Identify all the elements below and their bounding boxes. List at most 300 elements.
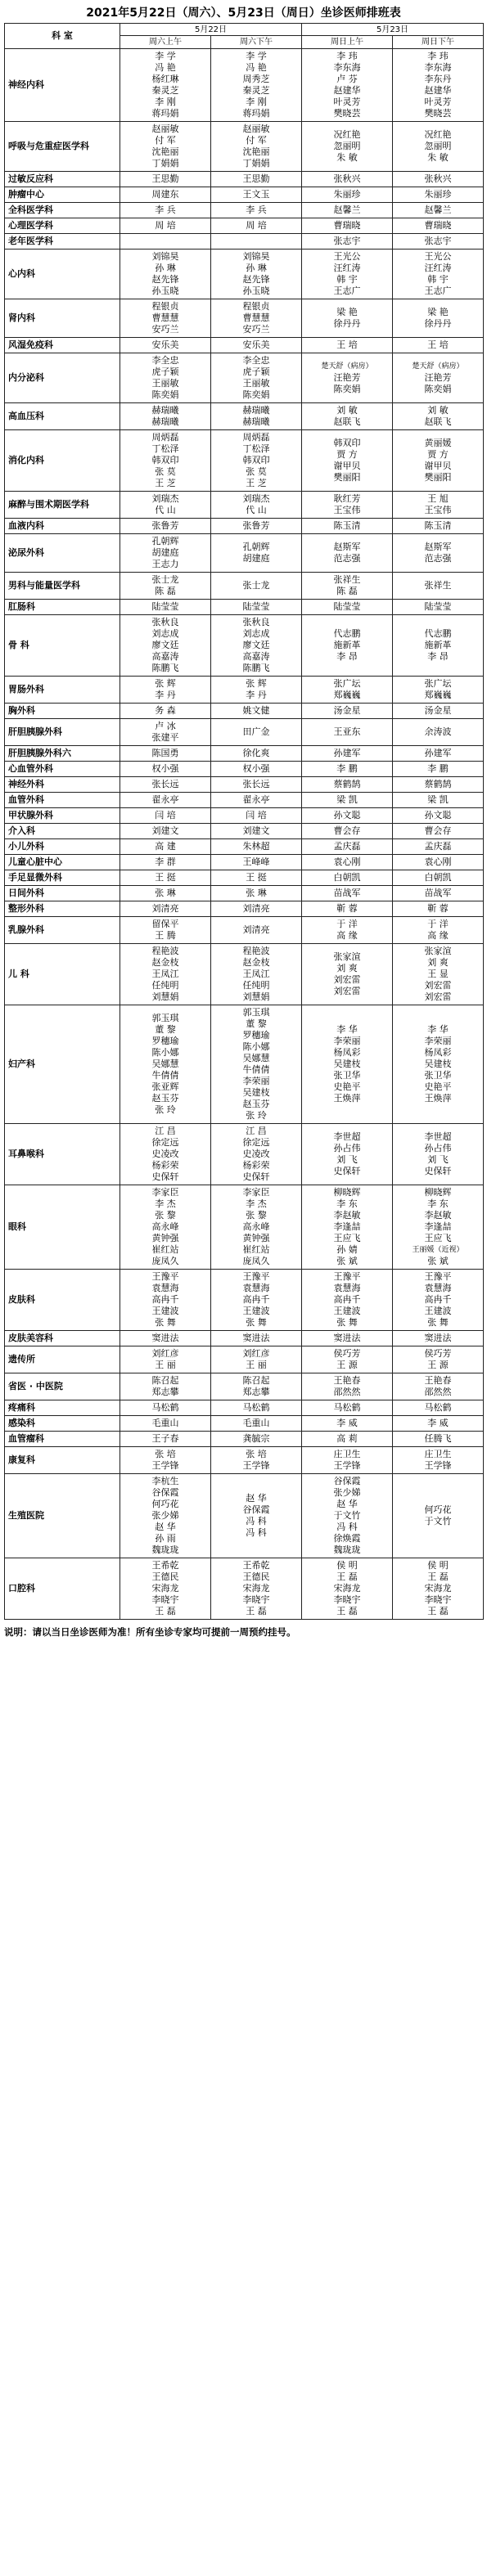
doctor-name: 高 建 xyxy=(155,841,176,852)
schedule-row xyxy=(5,1373,484,1400)
doctor-name: 周 培 xyxy=(155,220,176,231)
doctor-name: 李晓宇 xyxy=(333,1594,361,1605)
doctor-cell xyxy=(302,1400,393,1416)
doctor-name: 丁娟娟 xyxy=(151,158,179,169)
doctor-name: 孙 婧 xyxy=(336,1244,358,1255)
doctor-name: 张 培 xyxy=(155,1449,176,1459)
doctor-cell xyxy=(120,353,211,403)
doctor-name: 王建波 xyxy=(151,1306,179,1316)
doctor-name: 吴建枝 xyxy=(242,1087,270,1098)
doctor-name: 宋海龙 xyxy=(242,1583,270,1594)
doctor-name: 高嘉涛 xyxy=(151,651,179,662)
doctor-name: 李 华 xyxy=(336,1024,358,1035)
doctor-cell xyxy=(302,250,393,299)
doctor-name: 王思勤 xyxy=(242,173,270,184)
doctor-cell xyxy=(393,1416,484,1432)
doctor-name: 王 旭 xyxy=(427,493,449,504)
doctor-name: 侯巧芳 xyxy=(424,1348,452,1359)
doctor-cell xyxy=(120,855,211,870)
doctor-name: 侯 明 xyxy=(427,1560,449,1571)
doctor-cell xyxy=(302,870,393,886)
doctor-name: 赵玉芬 xyxy=(242,1099,270,1109)
doctor-cell xyxy=(211,1400,302,1416)
doctor-name: 李全忠 xyxy=(242,355,270,366)
doctor-cell xyxy=(302,1432,393,1447)
doctor-cell xyxy=(302,430,393,492)
doctor-cell xyxy=(211,187,302,203)
doctor-name: 翟永亭 xyxy=(151,794,179,805)
doctor-cell xyxy=(393,762,484,777)
doctor-name: 史艳平 xyxy=(333,1081,361,1092)
slot-header-sun-pm: 周日下午 xyxy=(393,36,484,49)
doctor-name: 王 磊 xyxy=(246,1606,267,1616)
doctor-name: 李赵敏 xyxy=(424,1210,452,1221)
doctor-name: 王 源 xyxy=(336,1360,358,1370)
doctor-name: 赵先锋 xyxy=(242,274,270,285)
doctor-cell xyxy=(120,839,211,855)
doctor-name: 李 丹 xyxy=(246,690,267,700)
doctor-cell xyxy=(393,824,484,839)
department-name: 甲状腺外科 xyxy=(5,808,120,824)
doctor-cell xyxy=(120,1432,211,1447)
department-name: 心理医学科 xyxy=(5,218,120,234)
doctor-name: 张鲁芳 xyxy=(242,520,270,531)
doctor-name: 冯 艳 xyxy=(246,62,267,73)
doctor-name: 孙玉晓 xyxy=(242,285,270,296)
doctor-cell xyxy=(120,492,211,519)
doctor-name: 宋海龙 xyxy=(333,1583,361,1594)
date-header-row xyxy=(5,24,484,36)
doctor-cell xyxy=(302,1346,393,1373)
doctor-name: 李 兵 xyxy=(246,205,267,215)
doctor-name: 蒋玛娟 xyxy=(242,108,270,119)
doctor-name: 黄丽媛 xyxy=(424,438,452,448)
doctor-name: 李 东 xyxy=(336,1198,358,1209)
doctor-name: 赵斯军 xyxy=(424,542,452,552)
doctor-name: 袁心刚 xyxy=(333,856,361,867)
doctor-name: 史艳平 xyxy=(424,1081,452,1092)
doctor-name: 江 昌 xyxy=(246,1126,267,1136)
footnote: 说明：请以当日坐诊医师为准！所有坐诊专家均可提前一周预约挂号。 xyxy=(4,1626,296,1638)
doctor-name: 崔红站 xyxy=(242,1244,270,1255)
doctor-name: 蔡鹤鹄 xyxy=(333,779,361,789)
doctor-cell xyxy=(211,218,302,234)
doctor-name: 孙文聪 xyxy=(333,810,361,820)
doctor-name: 刘 爽 xyxy=(427,957,449,968)
doctor-name: 赫瑞曦 xyxy=(242,416,270,427)
doctor-name: 袁慧海 xyxy=(333,1283,361,1293)
doctor-name: 杨凤彩 xyxy=(424,1047,452,1058)
doctor-name: 汤金星 xyxy=(424,705,452,716)
department-name: 血液内科 xyxy=(5,519,120,534)
department-name: 血管外科 xyxy=(5,793,120,808)
department-name: 介入科 xyxy=(5,824,120,839)
doctor-name: 刘 飞 xyxy=(427,1154,449,1165)
doctor-name: 周建东 xyxy=(151,189,179,200)
doctor-cell xyxy=(393,353,484,403)
doctor-name: 张祥生 xyxy=(333,574,361,585)
doctor-name: 梁 凯 xyxy=(427,794,449,805)
department-name: 康复科 xyxy=(5,1447,120,1474)
doctor-name: 安乐美 xyxy=(242,339,270,350)
doctor-cell xyxy=(393,917,484,944)
doctor-cell xyxy=(211,122,302,172)
doctor-cell xyxy=(211,1373,302,1400)
doctor-name: 刘红彦 xyxy=(242,1348,270,1359)
doctor-name: 刘宏雷 xyxy=(424,980,452,991)
department-name: 小儿外科 xyxy=(5,839,120,855)
doctor-name: 赵建华 xyxy=(333,85,361,96)
doctor-name: 邵然然 xyxy=(424,1387,452,1397)
schedule-row xyxy=(5,839,484,855)
doctor-cell xyxy=(120,793,211,808)
doctor-name: 梁 凯 xyxy=(336,794,358,805)
doctor-name: 徐丹丹 xyxy=(424,318,452,329)
doctor-name: 樊丽阳 xyxy=(333,472,361,483)
doctor-cell xyxy=(211,855,302,870)
doctor-name: 史凌改 xyxy=(242,1149,270,1159)
doctor-name: 黄钟强 xyxy=(242,1233,270,1243)
doctor-name: 徐化爽 xyxy=(242,748,270,758)
doctor-name: 李世超 xyxy=(424,1131,452,1142)
doctor-name: 吴娜慧 xyxy=(151,1059,179,1069)
doctor-name: 赵先锋 xyxy=(151,274,179,285)
doctor-cell xyxy=(393,299,484,338)
doctor-name: 朱林超 xyxy=(242,841,270,852)
doctor-cell xyxy=(120,187,211,203)
schedule-row xyxy=(5,615,484,677)
doctor-cell xyxy=(120,917,211,944)
doctor-name: 贾 方 xyxy=(427,449,449,460)
department-name: 手足显微外科 xyxy=(5,870,120,886)
doctor-cell xyxy=(211,777,302,793)
doctor-name: 张卫华 xyxy=(424,1070,452,1081)
doctor-cell xyxy=(120,218,211,234)
doctor-name: 刘瑞杰 xyxy=(242,493,270,504)
department-name: 胃肠外科 xyxy=(5,677,120,704)
doctor-cell xyxy=(211,719,302,746)
doctor-name: 沈艳丽 xyxy=(151,146,179,157)
doctor-name: 虎子颖 xyxy=(242,366,270,377)
doctor-name: 杨凤彩 xyxy=(333,1047,361,1058)
doctor-name: 牛倩倩 xyxy=(151,1070,179,1081)
doctor-cell xyxy=(211,492,302,519)
doctor-cell xyxy=(120,870,211,886)
doctor-name: 于 洋 xyxy=(336,919,358,929)
doctor-name: 付 军 xyxy=(246,135,267,146)
doctor-name: 王学锋 xyxy=(424,1460,452,1471)
doctor-name: 曹会存 xyxy=(424,825,452,836)
department-name: 泌尿外科 xyxy=(5,534,120,573)
schedule-row xyxy=(5,1270,484,1331)
doctor-cell xyxy=(302,203,393,218)
doctor-cell xyxy=(302,762,393,777)
department-name: 肝胆胰腺外科六 xyxy=(5,746,120,762)
doctor-name: 孙文聪 xyxy=(424,810,452,820)
schedule-row xyxy=(5,187,484,203)
doctor-name: 王 磊 xyxy=(336,1606,358,1616)
doctor-name: 任纯明 xyxy=(151,980,179,991)
doctor-name: 柳晓辉 xyxy=(333,1187,361,1198)
doctor-name: 李 昂 xyxy=(336,651,358,662)
schedule-row xyxy=(5,122,484,172)
doctor-name: 王焕萍 xyxy=(333,1093,361,1104)
doctor-cell xyxy=(393,886,484,901)
doctor-cell xyxy=(302,1416,393,1432)
doctor-cell xyxy=(393,719,484,746)
doctor-cell xyxy=(302,901,393,917)
doctor-cell xyxy=(393,677,484,704)
schedule-row xyxy=(5,677,484,704)
doctor-name: 董 黎 xyxy=(155,1024,176,1035)
doctor-name: 韩 宇 xyxy=(427,274,449,285)
doctor-cell xyxy=(120,1270,211,1331)
doctor-name: 王焕萍 xyxy=(424,1093,452,1104)
doctor-name: 李 威 xyxy=(336,1418,358,1428)
doctor-cell xyxy=(393,1447,484,1474)
department-name: 皮肤科 xyxy=(5,1270,120,1331)
doctor-cell xyxy=(211,677,302,704)
doctor-name: 杨红琳 xyxy=(151,74,179,84)
doctor-name: 张 黎 xyxy=(246,1210,267,1221)
doctor-name: 李 兵 xyxy=(155,205,176,215)
doctor-cell xyxy=(120,1416,211,1432)
doctor-name: 崔红站 xyxy=(151,1244,179,1255)
doctor-name: 冯 艳 xyxy=(155,62,176,73)
doctor-name: 柳晓辉 xyxy=(424,1187,452,1198)
doctor-cell xyxy=(211,917,302,944)
doctor-cell xyxy=(120,901,211,917)
doctor-name: 高冉千 xyxy=(333,1294,361,1305)
doctor-name: 史保轩 xyxy=(333,1166,361,1176)
doctor-name: 付 军 xyxy=(155,135,176,146)
doctor-name: 史保轩 xyxy=(151,1171,179,1182)
doctor-cell xyxy=(211,886,302,901)
doctor-name: 张家渲 xyxy=(424,946,452,956)
doctor-name: 任腾飞 xyxy=(424,1433,452,1444)
schedule-row xyxy=(5,1124,484,1185)
doctor-name: 高永峰 xyxy=(242,1221,270,1232)
doctor-name: 王豫平 xyxy=(242,1271,270,1282)
doctor-cell xyxy=(393,1432,484,1447)
doctor-name: 权小强 xyxy=(151,763,179,774)
department-name: 眼科 xyxy=(5,1185,120,1270)
doctor-name: 高冉千 xyxy=(424,1294,452,1305)
schedule-row xyxy=(5,855,484,870)
doctor-cell xyxy=(393,793,484,808)
doctor-cell xyxy=(211,615,302,677)
doctor-name: 李荣丽 xyxy=(424,1036,452,1046)
schedule-row xyxy=(5,534,484,573)
department-name: 皮肤美容科 xyxy=(5,1331,120,1346)
doctor-name: 袁慧海 xyxy=(424,1283,452,1293)
doctor-cell xyxy=(211,203,302,218)
doctor-name: 张少娣 xyxy=(151,1510,179,1521)
department-name: 日间外科 xyxy=(5,886,120,901)
doctor-name: 张 黎 xyxy=(155,1210,176,1221)
doctor-name: 王 培 xyxy=(427,339,449,350)
doctor-name: 张志宇 xyxy=(424,236,452,246)
department-name: 疼痛科 xyxy=(5,1400,120,1416)
doctor-cell xyxy=(393,519,484,534)
slot-header-sat-pm: 周六下午 xyxy=(211,36,302,49)
doctor-name: 刘红彦 xyxy=(151,1348,179,1359)
doctor-cell xyxy=(393,534,484,573)
schedule-row xyxy=(5,762,484,777)
doctor-name: 孙 琳 xyxy=(246,263,267,273)
doctor-name: 徐定远 xyxy=(151,1137,179,1148)
doctor-cell xyxy=(393,901,484,917)
doctor-name: 李晓宇 xyxy=(151,1594,179,1605)
doctor-cell xyxy=(302,719,393,746)
doctor-cell xyxy=(120,886,211,901)
schedule-row xyxy=(5,250,484,299)
doctor-name: 谷保霞 xyxy=(242,1504,270,1515)
doctor-name: 吴建枝 xyxy=(424,1059,452,1069)
doctor-cell xyxy=(302,1124,393,1185)
doctor-name: 李 刚 xyxy=(246,97,267,107)
doctor-name: 李家臣 xyxy=(242,1187,270,1198)
schedule-row xyxy=(5,1346,484,1373)
doctor-cell xyxy=(120,615,211,677)
doctor-name: 王艳春 xyxy=(424,1375,452,1386)
doctor-name: 高永峰 xyxy=(151,1221,179,1232)
department-name: 耳鼻喉科 xyxy=(5,1124,120,1185)
doctor-name: 吴娜慧 xyxy=(242,1053,270,1063)
doctor-name: 李荣丽 xyxy=(333,1036,361,1046)
doctor-name: 郑巍巍 xyxy=(333,690,361,700)
doctor-cell xyxy=(211,1270,302,1331)
schedule-row xyxy=(5,944,484,1005)
schedule-table xyxy=(4,23,484,1620)
doctor-name: 王丽敏 xyxy=(242,378,270,389)
doctor-name: 史保轩 xyxy=(242,1171,270,1182)
doctor-cell xyxy=(211,824,302,839)
doctor-name: 赵金枝 xyxy=(242,957,270,968)
doctor-name: 赵玉芬 xyxy=(151,1093,179,1104)
schedule-row xyxy=(5,172,484,187)
date-header-saturday: 5月22日 xyxy=(120,24,302,36)
doctor-name: 张 辉 xyxy=(155,678,176,689)
doctor-name: 李家臣 xyxy=(151,1187,179,1198)
schedule-row xyxy=(5,519,484,534)
doctor-name: 窦进法 xyxy=(151,1333,179,1343)
doctor-name: 苗战军 xyxy=(424,888,452,898)
doctor-cell xyxy=(211,573,302,600)
doctor-name: 姚文健 xyxy=(242,705,270,716)
doctor-cell xyxy=(302,1474,393,1558)
doctor-cell xyxy=(302,573,393,600)
doctor-name: 蔡鹤鹄 xyxy=(424,779,452,789)
doctor-name: 张广坛 xyxy=(424,678,452,689)
doctor-name: 孔朝辉 xyxy=(242,542,270,552)
doctor-name: 李 玮 xyxy=(427,51,449,61)
doctor-name: 王亚东 xyxy=(333,726,361,737)
doctor-name: 李 学 xyxy=(246,51,267,61)
doctor-name: 毛重山 xyxy=(242,1418,270,1428)
doctor-name: 程银贞 xyxy=(151,301,179,312)
doctor-name: 何巧花 xyxy=(151,1499,179,1509)
doctor-name: 贾 方 xyxy=(336,449,358,460)
doctor-cell xyxy=(302,234,393,250)
doctor-cell xyxy=(120,1474,211,1558)
doctor-cell xyxy=(302,746,393,762)
doctor-cell xyxy=(302,793,393,808)
doctor-name: 宋海龙 xyxy=(151,1583,179,1594)
doctor-name: 李 昂 xyxy=(427,651,449,662)
doctor-name: 周秀芝 xyxy=(242,74,270,84)
doctor-cell xyxy=(302,1373,393,1400)
doctor-name: 刘清亮 xyxy=(242,924,270,935)
doctor-name: 魏珑珑 xyxy=(333,1544,361,1555)
doctor-cell xyxy=(393,1400,484,1416)
doctor-name: 刘 敏 xyxy=(427,405,449,416)
doctor-cell xyxy=(211,1185,302,1270)
doctor-name: 王德民 xyxy=(242,1571,270,1582)
department-name: 高血压科 xyxy=(5,403,120,430)
doctor-name: 孙建军 xyxy=(424,748,452,758)
doctor-cell xyxy=(211,172,302,187)
doctor-name: 张少娣 xyxy=(333,1487,361,1498)
doctor-cell xyxy=(120,677,211,704)
doctor-name: 陈玉清 xyxy=(333,520,361,531)
doctor-cell xyxy=(393,777,484,793)
doctor-name: 赵馨兰 xyxy=(333,205,361,215)
doctor-name: 高 缘 xyxy=(336,930,358,941)
doctor-cell xyxy=(302,49,393,122)
doctor-cell xyxy=(393,250,484,299)
schedule-page xyxy=(4,3,483,1651)
schedule-row xyxy=(5,1432,484,1447)
doctor-name: 张 培 xyxy=(246,1449,267,1459)
doctor-name: 任纯明 xyxy=(242,980,270,991)
doctor-name: 张士龙 xyxy=(242,580,270,591)
doctor-name: 刘宏雷 xyxy=(333,986,361,996)
doctor-name: 张 舞 xyxy=(336,1317,358,1328)
doctor-name: 程银贞 xyxy=(242,301,270,312)
doctor-name: 安巧兰 xyxy=(151,324,179,335)
doctor-cell xyxy=(393,944,484,1005)
schedule-row xyxy=(5,49,484,122)
doctor-name: 侯 明 xyxy=(336,1560,358,1571)
schedule-row xyxy=(5,1447,484,1474)
doctor-cell xyxy=(393,855,484,870)
doctor-name: 王 丽 xyxy=(246,1360,267,1370)
doctor-name: 王豫平 xyxy=(151,1271,179,1282)
department-name: 内分泌科 xyxy=(5,353,120,403)
doctor-name: 耿红芳 xyxy=(333,493,361,504)
doctor-name: 罗穗瑜 xyxy=(151,1036,179,1046)
doctor-name: 王 磊 xyxy=(427,1571,449,1582)
doctor-name: 卢 芬 xyxy=(336,74,358,84)
doctor-cell xyxy=(302,492,393,519)
doctor-name: 代 山 xyxy=(246,505,267,515)
doctor-name: 张 莫 xyxy=(246,466,267,477)
doctor-cell xyxy=(393,600,484,615)
department-name: 整形外科 xyxy=(5,901,120,917)
doctor-cell xyxy=(393,746,484,762)
doctor-cell xyxy=(302,944,393,1005)
doctor-name: 吴建枝 xyxy=(333,1059,361,1069)
doctor-name: 曹慧慧 xyxy=(242,312,270,323)
doctor-name: 王建波 xyxy=(333,1306,361,1316)
doctor-name: 李逢喆 xyxy=(424,1221,452,1232)
doctor-cell xyxy=(302,1005,393,1124)
doctor-name: 王志力 xyxy=(151,559,179,569)
doctor-cell xyxy=(120,403,211,430)
doctor-name: 王丽媛（近视） xyxy=(412,1246,464,1254)
doctor-cell xyxy=(302,615,393,677)
